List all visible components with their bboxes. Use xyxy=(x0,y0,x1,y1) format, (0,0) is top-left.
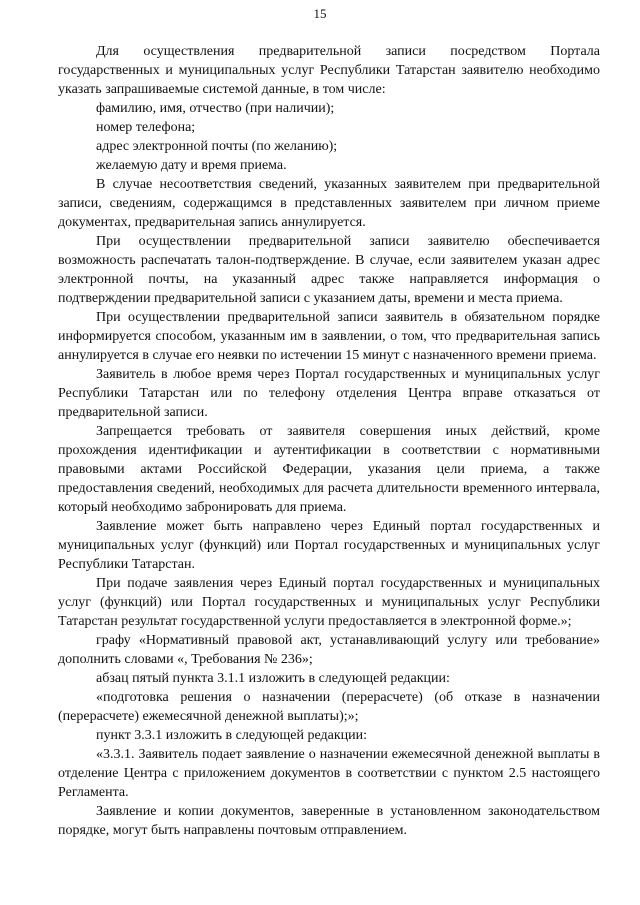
paragraph: абзац пятый пункта 3.1.1 изложить в следующей редакции: xyxy=(96,671,450,686)
paragraph: пункт 3.3.1 изложить в следующей редакции: xyxy=(96,728,367,743)
paragraph: графу «Нормативный правовой акт, устанавливающий услугу или требование» дополнить словами «, Требования № 236»; xyxy=(58,633,600,667)
paragraph: Для осуществления предварительной записи посредством Портала государственных и муниципальных услуг Республики Татарстан заявителю необходимо указать запрашиваемые системой данные, в том числе: xyxy=(58,44,600,97)
paragraph: Заявление и копии документов, заверенные в установленном законодательством порядке, могут быть направлены почтовым отправлением. xyxy=(58,804,600,838)
paragraph: При осуществлении предварительной записи заявителю обеспечивается возможность распечатать талон-подтверждение. В случае, если заявителем указан адрес электронной почты, на указанный адрес также направляется информация о подтверждении предварительной записи с указанием даты, времени и места приема. xyxy=(58,234,600,306)
list-item: адрес электронной почты (по желанию); xyxy=(96,139,338,154)
list-item: фамилию, имя, отчество (при наличии); xyxy=(96,101,335,116)
list-item: номер телефона; xyxy=(96,120,196,135)
paragraph: «подготовка решения о назначении (перерасчете) (об отказе в назначении (перерасчете) ежемесячной денежной выплаты);»; xyxy=(58,690,600,724)
paragraph: Запрещается требовать от заявителя совершения иных действий, кроме прохождения идентификации и аутентификации в соответствии с нормативными правовыми актами Российской Федерации, указания цели приема, а также предоставления сведений, необходимых для расчета длительности временного интервала, который необходимо забронировать для приема. xyxy=(58,424,600,515)
paragraph: При осуществлении предварительной записи заявитель в обязательном порядке информируется способом, указанным им в заявлении, о том, что предварительная запись аннулируется в случае его неявки по истечении 15 минут с назначенного времени приема. xyxy=(58,310,600,363)
paragraph: «3.3.1. Заявитель подает заявление о назначении ежемесячной денежной выплаты в отделение Центра с приложением документов в соответствии с пунктом 2.5 настоящего Регламента. xyxy=(58,747,600,800)
paragraph: При подаче заявления через Единый портал государственных и муниципальных услуг (функций) или Портал государственных и муниципальных услуг Республики Татарстан результат государственной услуги предоставляется в электронной форме.»; xyxy=(58,576,600,629)
page-number: 15 xyxy=(313,6,327,21)
paragraph: В случае несоответствия сведений, указанных заявителем при предварительной записи, сведениям, содержащимся в представленных заявителем при личном приеме документах, предварительная запись аннулируется. xyxy=(58,177,600,230)
paragraph: Заявитель в любое время через Портал государственных и муниципальных услуг Республики Татарстан или по телефону отделения Центра вправе отказаться от предварительной записи. xyxy=(58,367,600,420)
list-item: желаемую дату и время приема. xyxy=(96,158,287,173)
paragraph: Заявление может быть направлено через Единый портал государственных и муниципальных услуг (функций) или Портал государственных и муниципальных услуг Республики Татарстан. xyxy=(58,519,600,572)
document-body xyxy=(58,42,600,840)
